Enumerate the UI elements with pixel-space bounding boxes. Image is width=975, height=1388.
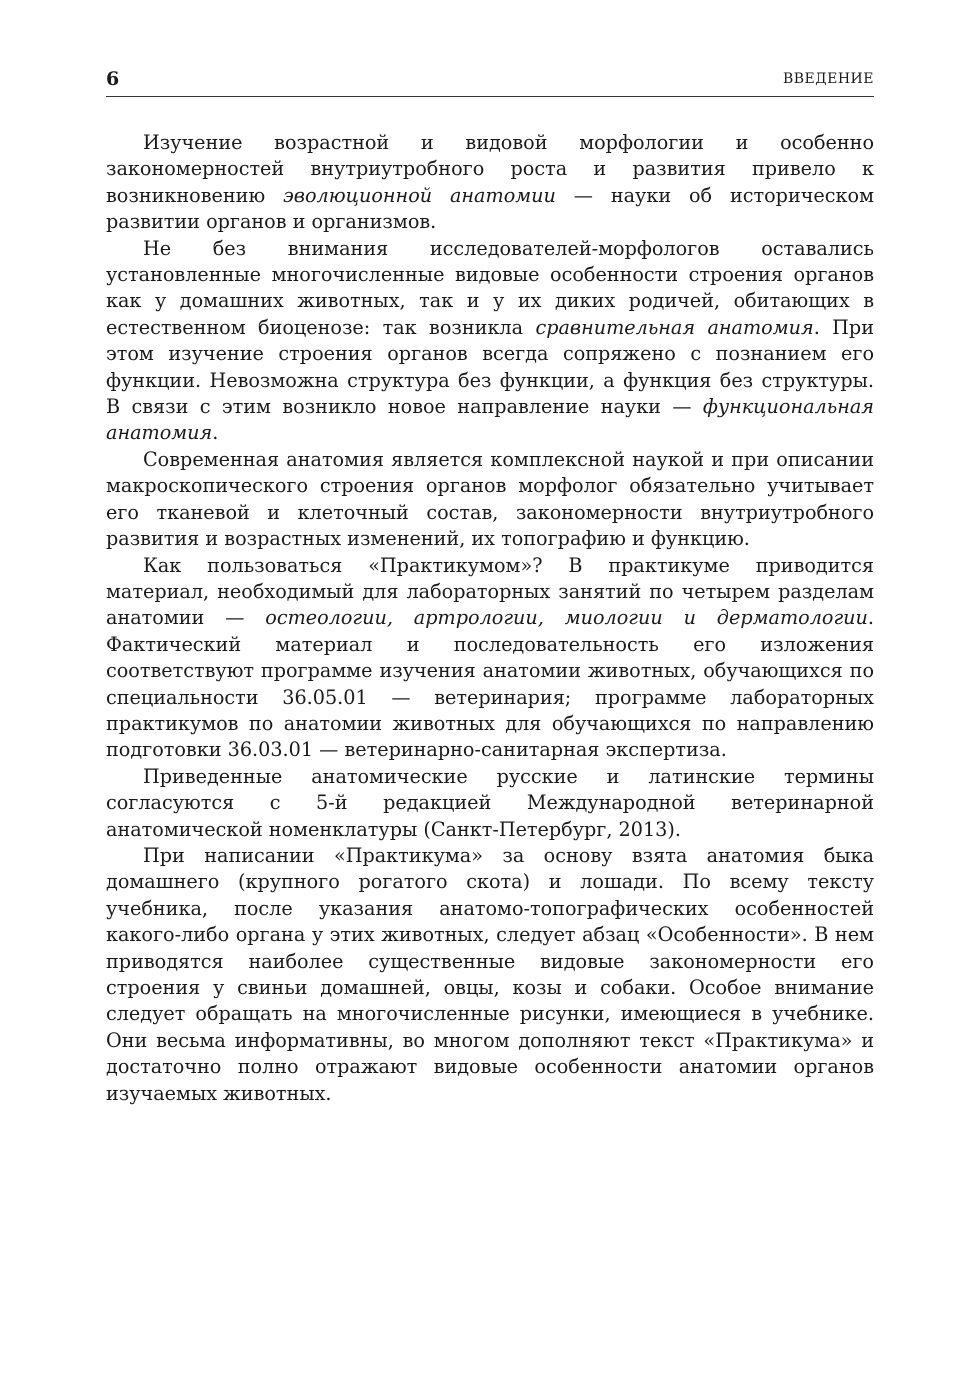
page-number: 6	[106, 68, 120, 90]
paragraph-6: При написании «Практикума» за основу взята анатомия быка домашнего (крупного рогатого скота) и лошади. По всему тексту учебника, после указания анатомо-топографических особенностей какого-либо органа у этих животных, следует абзац «Особенности». В нем приводятся наиболее существенные видовые закономерности его строения у свиньи домашней, овцы, козы и собаки. Особое внимание следует обращать на многочисленные рисунки, имеющиеся в учебнике. Они весьма информативны, во многом дополняют текст «Практикума» и достаточно полно отражают видовые особенности анатомии органов изучаемых животных.	[106, 843, 874, 1105]
paragraph-5: Приведенные анатомические русские и латинские термины согласуются с 5-й редакцией Международной ветеринарной анатомической номенклатуры (Санкт-Петербург, 2013).	[106, 764, 874, 841]
page-header	[106, 66, 874, 97]
paragraph-4	[106, 553, 874, 764]
paragraph-2-text-c: .	[212, 421, 219, 445]
paragraph-1	[106, 130, 874, 236]
paragraph-2-text-b: . При этом изучение строения органов всегда сопряжено с познанием его функции. Невозможна структура без функции, а функция без структуры. В связи с этим возникло новое направление науки —	[106, 315, 874, 419]
paragraph-2-emphasis-2: функциональная анатомия	[106, 395, 874, 445]
paragraph-2-emphasis-1: сравнительная анатомия	[535, 315, 814, 339]
paragraph-1-text-a: Изучение возрастной и видовой морфологии и особенно закономерностей внутриутробного роста и развития привело к возникновению	[106, 131, 874, 207]
paragraph-4-emphasis: остеологии, артрологии, миологии и дерматологии	[265, 606, 868, 630]
paragraph-3: Современная анатомия является комплексной наукой и при описании макроскопического строения органов морфолог обязательно учитывает его тканевой и клеточный состав, закономерности внутриутробного развития и возрастных изменений, их топографию и функцию.	[106, 447, 874, 551]
paragraph-4-text-a: Как пользоваться «Практикумом»? В практикуме приводится материал, необходимый для лабораторных занятий по четырем разделам анатомии —	[106, 553, 874, 630]
paragraph-2-text-a: Не без внимания исследователей-морфологов оставались установленные многочисленные видовые особенности строения органов как у домашних животных, так и у их диких родичей, обитающих в естественном биоценозе: так возникла	[106, 236, 874, 339]
paragraph-1-text-b: — науки об историческом развитии органов и организмов.	[106, 183, 874, 234]
paragraph-4-text-b: . Фактический материал и последовательность его изложения соответствуют программе изучения анатомии животных, обучающихся по специальности 36.05.01 — ветеринария; программе лабораторных практикумов по анатомии животных для обучающихся по направлению подготовки 36.03.01 — ветеринарно-санитарная экспертиза.	[106, 606, 874, 762]
running-head: ВВЕДЕНИЕ	[782, 71, 874, 87]
body-text	[106, 130, 874, 1107]
paragraph-2	[106, 236, 874, 447]
paragraph-1-emphasis: эволюционной анатомии	[283, 183, 556, 207]
